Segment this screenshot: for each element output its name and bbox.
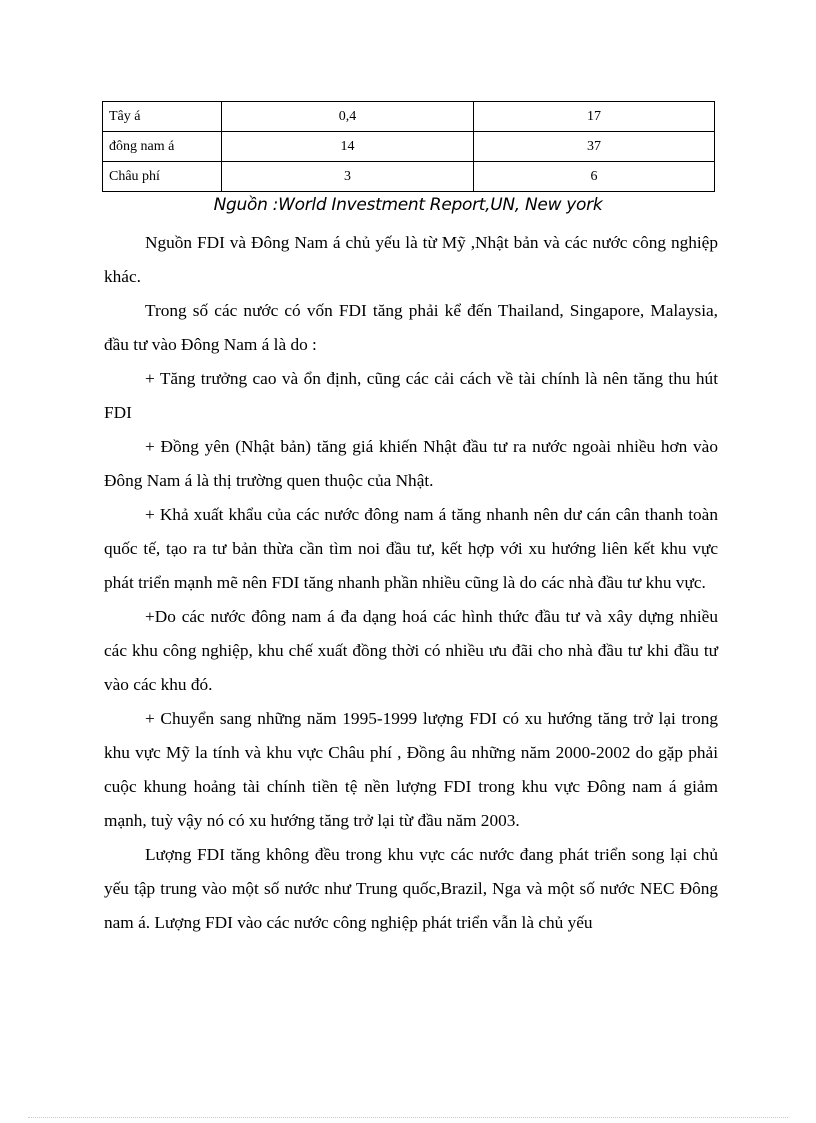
paragraph: + Chuyển sang những năm 1995-1999 lượng FDI có xu hướng tăng trở lại trong khu vực Mỹ la tính và khu vực Châu phí , Đồng âu những năm 2000-2002 do gặp phải cuộc khung hoảng tài chính tiền tệ nền lượng FDI trong khu vực Đông nam á giảm mạnh, tuỳ vậy nó có xu hướng tăng trở lại từ đầu năm 2003. <box>104 709 718 830</box>
value-cell: 6 <box>474 162 715 192</box>
value-cell: 14 <box>222 132 474 162</box>
value-cell: 37 <box>474 132 715 162</box>
paragraph: + Tăng trưởng cao và ổn định, cũng các cải cách về tài chính là nên tăng thu hút FDI <box>104 369 718 422</box>
body-text <box>104 226 718 940</box>
table-source-caption: Nguồn :World Investment Report,UN, New york <box>213 195 603 215</box>
region-cell: Châu phí <box>103 162 222 192</box>
page-bottom-divider <box>28 1117 788 1118</box>
paragraph: Trong số các nước có vốn FDI tăng phải kể đến Thailand, Singapore, Malaysia, đầu tư vào Đông Nam á là do : <box>104 301 718 354</box>
table-row <box>103 132 715 162</box>
paragraph: Nguồn FDI và Đông Nam á chủ yếu là từ Mỹ ,Nhật bản và các nước công nghiệp khác. <box>104 233 718 286</box>
paragraph: + Đồng yên (Nhật bản) tăng giá khiến Nhật đầu tư ra nước ngoài nhiều hơn vào Đông Nam á là thị trường quen thuộc của Nhật. <box>104 437 718 490</box>
paragraph: +Do các nước đông nam á đa dạng hoá các hình thức đầu tư và xây dựng nhiều các khu công nghiệp, khu chế xuất đồng thời có nhiều ưu đãi cho nhà đầu tư khi đầu tư vào các khu đó. <box>104 607 718 694</box>
value-cell: 3 <box>222 162 474 192</box>
table-row <box>103 102 715 132</box>
paragraph: + Khả xuất khẩu của các nước đông nam á tăng nhanh nên dư cán cân thanh toàn quốc tế, tạo ra tư bản thừa cần tìm noi đầu tư, kết hợp với xu hướng liên kết khu vực phát triển mạnh mẽ nên FDI tăng nhanh phần nhiều cũng là do các nhà đầu tư khu vực. <box>104 505 718 592</box>
value-cell: 17 <box>474 102 715 132</box>
region-cell: Tây á <box>103 102 222 132</box>
paragraph: Lượng FDI tăng không đều trong khu vực các nước đang phát triển song lại chủ yếu tập trung vào một số nước như Trung quốc,Brazil, Nga và một số nước NEC Đông nam á. Lượng FDI vào các nước công nghiệp phát triển vẫn là chủ yếu <box>104 845 718 932</box>
fdi-region-table <box>102 101 715 192</box>
region-cell: đông nam á <box>103 132 222 162</box>
table-row <box>103 162 715 192</box>
value-cell: 0,4 <box>222 102 474 132</box>
